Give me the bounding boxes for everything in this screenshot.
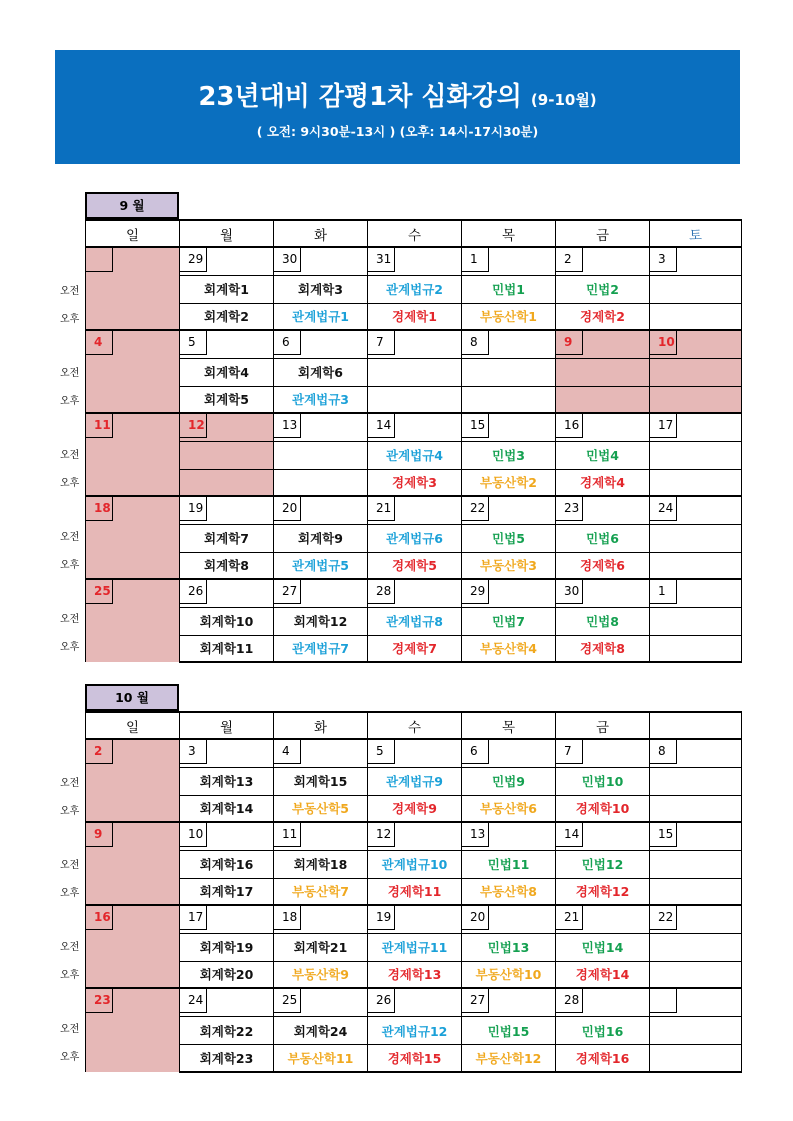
afternoon-lecture: 회계학17 xyxy=(180,878,274,905)
day-number-cell xyxy=(274,413,368,441)
afternoon-lecture: 경제학6 xyxy=(556,552,650,579)
weekday-header: 수 xyxy=(368,712,462,739)
day-number-cell xyxy=(462,905,556,933)
day-number: 5 xyxy=(368,740,395,764)
pm-label: 오후 xyxy=(60,478,80,489)
pm-label: 오후 xyxy=(60,970,80,981)
day-number-cell xyxy=(274,579,368,607)
day-number-cell xyxy=(650,330,742,358)
am-label: 오전 xyxy=(60,532,80,543)
day-number: 1 xyxy=(462,248,489,272)
day-number: 22 xyxy=(462,497,489,521)
day-number-cell xyxy=(462,247,556,275)
day-number: 16 xyxy=(86,906,113,930)
afternoon-lecture: 경제학10 xyxy=(556,795,650,822)
afternoon-lecture xyxy=(368,386,462,413)
morning-lecture: 관계법규4 xyxy=(368,441,462,469)
day-number: 5 xyxy=(180,331,207,355)
am-label: 오전 xyxy=(60,286,80,297)
title-text: 23년대비 감평1차 심화강의 xyxy=(198,82,522,112)
pm-label: 오후 xyxy=(60,314,80,325)
morning-lecture: 관계법규8 xyxy=(368,607,462,635)
weekday-header xyxy=(650,712,742,739)
day-number: 29 xyxy=(462,580,489,604)
morning-lecture: 관계법규10 xyxy=(368,850,462,878)
day-number: 26 xyxy=(368,989,395,1013)
weekday-header: 월 xyxy=(180,712,274,739)
afternoon-lecture: 경제학5 xyxy=(368,552,462,579)
day-number: 6 xyxy=(462,740,489,764)
day-number: 7 xyxy=(368,331,395,355)
day-number-cell xyxy=(556,496,650,524)
day-number-cell xyxy=(180,247,274,275)
afternoon-lecture xyxy=(650,1045,742,1072)
day-number: 7 xyxy=(556,740,583,764)
afternoon-lecture: 관계법규5 xyxy=(274,552,368,579)
day-number-cell xyxy=(650,413,742,441)
day-number: 8 xyxy=(462,331,489,355)
day-number-cell xyxy=(462,413,556,441)
pm-label: 오후 xyxy=(60,642,80,653)
afternoon-lecture xyxy=(650,878,742,905)
afternoon-lecture xyxy=(650,635,742,662)
weekday-header: 금 xyxy=(556,712,650,739)
day-number: 8 xyxy=(650,740,677,764)
day-number: 26 xyxy=(180,580,207,604)
morning-lecture xyxy=(650,441,742,469)
day-number: 14 xyxy=(368,414,395,438)
day-number-cell xyxy=(274,905,368,933)
morning-lecture: 회계학22 xyxy=(180,1017,274,1045)
day-number: 1 xyxy=(650,580,677,604)
day-number-cell xyxy=(274,739,368,767)
day-number: 31 xyxy=(368,248,395,272)
morning-lecture: 회계학6 xyxy=(274,358,368,386)
day-number: 12 xyxy=(368,823,395,847)
morning-lecture xyxy=(650,275,742,303)
afternoon-lecture: 경제학16 xyxy=(556,1045,650,1072)
day-number-cell xyxy=(556,579,650,607)
afternoon-lecture: 부동산학9 xyxy=(274,961,368,988)
afternoon-lecture: 관계법규7 xyxy=(274,635,368,662)
day-number-cell xyxy=(180,579,274,607)
morning-lecture: 관계법규2 xyxy=(368,275,462,303)
page-subtitle: ( 오전: 9시30분-13시 ) (오후: 14시-17시30분) xyxy=(256,124,539,139)
weekday-header: 화 xyxy=(274,712,368,739)
day-number-cell xyxy=(556,905,650,933)
day-number-cell xyxy=(650,739,742,767)
morning-lecture: 민법3 xyxy=(462,441,556,469)
day-number-cell xyxy=(462,822,556,850)
day-number-cell xyxy=(274,330,368,358)
title-suffix: (9-10월) xyxy=(530,91,597,109)
morning-lecture xyxy=(556,358,650,386)
day-number xyxy=(86,248,113,272)
weekday-header: 일 xyxy=(86,220,180,247)
morning-lecture: 회계학3 xyxy=(274,275,368,303)
day-number-cell xyxy=(368,579,462,607)
day-number-cell xyxy=(650,988,742,1017)
day-number: 13 xyxy=(274,414,301,438)
day-number-cell xyxy=(368,739,462,767)
morning-lecture: 민법4 xyxy=(556,441,650,469)
morning-lecture xyxy=(650,933,742,961)
day-number: 23 xyxy=(556,497,583,521)
day-number-cell xyxy=(462,330,556,358)
day-number-cell xyxy=(86,988,180,1072)
day-number: 2 xyxy=(556,248,583,272)
morning-lecture: 관계법규11 xyxy=(368,933,462,961)
day-number-cell xyxy=(180,330,274,358)
day-number: 3 xyxy=(650,248,677,272)
afternoon-lecture xyxy=(650,552,742,579)
day-number: 9 xyxy=(86,823,113,847)
day-number: 29 xyxy=(180,248,207,272)
day-number-cell xyxy=(556,247,650,275)
title-banner xyxy=(55,50,740,164)
day-number-cell xyxy=(368,496,462,524)
afternoon-lecture: 회계학5 xyxy=(180,386,274,413)
am-label: 오전 xyxy=(60,614,80,625)
weekday-header: 토 xyxy=(650,220,742,247)
day-number: 15 xyxy=(650,823,677,847)
afternoon-lecture: 부동산학8 xyxy=(462,878,556,905)
day-number-cell xyxy=(274,822,368,850)
afternoon-lecture: 부동산학3 xyxy=(462,552,556,579)
day-number: 16 xyxy=(556,414,583,438)
weekday-header: 일 xyxy=(86,712,180,739)
day-number-cell xyxy=(86,330,180,413)
afternoon-lecture xyxy=(180,469,274,496)
morning-lecture xyxy=(650,607,742,635)
month-label: 10 월 xyxy=(85,684,179,711)
am-label: 오전 xyxy=(60,778,80,789)
day-number: 14 xyxy=(556,823,583,847)
pm-label: 오후 xyxy=(60,1052,80,1063)
day-number-cell xyxy=(650,496,742,524)
day-number: 4 xyxy=(274,740,301,764)
day-number: 27 xyxy=(462,989,489,1013)
morning-lecture xyxy=(650,524,742,552)
afternoon-lecture: 부동산학4 xyxy=(462,635,556,662)
day-number-cell xyxy=(462,988,556,1017)
weekday-header: 화 xyxy=(274,220,368,247)
month-calendar-table xyxy=(85,219,742,663)
weekday-header: 수 xyxy=(368,220,462,247)
day-number: 22 xyxy=(650,906,677,930)
day-number: 6 xyxy=(274,331,301,355)
afternoon-lecture: 관계법규3 xyxy=(274,386,368,413)
am-label: 오전 xyxy=(60,368,80,379)
am-label: 오전 xyxy=(60,1024,80,1035)
afternoon-lecture: 관계법규1 xyxy=(274,303,368,330)
morning-lecture: 민법13 xyxy=(462,933,556,961)
afternoon-lecture: 회계학8 xyxy=(180,552,274,579)
day-number: 30 xyxy=(556,580,583,604)
day-number xyxy=(650,989,677,1013)
afternoon-lecture: 회계학14 xyxy=(180,795,274,822)
day-number: 23 xyxy=(86,989,113,1013)
day-number: 12 xyxy=(180,414,207,438)
month-calendar-table xyxy=(85,711,742,1073)
afternoon-lecture xyxy=(650,469,742,496)
afternoon-lecture xyxy=(650,386,742,413)
morning-lecture: 회계학24 xyxy=(274,1017,368,1045)
day-number-cell xyxy=(180,739,274,767)
day-number-cell xyxy=(556,413,650,441)
day-number: 9 xyxy=(556,331,583,355)
pm-label: 오후 xyxy=(60,560,80,571)
day-number: 25 xyxy=(86,580,113,604)
day-number-cell xyxy=(650,579,742,607)
afternoon-lecture: 경제학4 xyxy=(556,469,650,496)
pm-label: 오후 xyxy=(60,396,80,407)
afternoon-lecture xyxy=(556,386,650,413)
afternoon-lecture xyxy=(650,303,742,330)
afternoon-lecture xyxy=(462,386,556,413)
day-number: 27 xyxy=(274,580,301,604)
morning-lecture: 회계학4 xyxy=(180,358,274,386)
weekday-header: 금 xyxy=(556,220,650,247)
morning-lecture: 민법15 xyxy=(462,1017,556,1045)
afternoon-lecture: 경제학11 xyxy=(368,878,462,905)
day-number: 20 xyxy=(462,906,489,930)
afternoon-lecture: 부동산학2 xyxy=(462,469,556,496)
am-label: 오전 xyxy=(60,450,80,461)
day-number-cell xyxy=(462,739,556,767)
afternoon-lecture xyxy=(650,961,742,988)
day-number: 13 xyxy=(462,823,489,847)
day-number-cell xyxy=(86,413,180,496)
day-number: 10 xyxy=(180,823,207,847)
morning-lecture xyxy=(650,358,742,386)
day-number-cell xyxy=(180,905,274,933)
afternoon-lecture: 부동산학10 xyxy=(462,961,556,988)
morning-lecture: 회계학16 xyxy=(180,850,274,878)
afternoon-lecture: 경제학7 xyxy=(368,635,462,662)
day-number: 28 xyxy=(556,989,583,1013)
day-number-cell xyxy=(556,988,650,1017)
morning-lecture: 회계학12 xyxy=(274,607,368,635)
day-number: 15 xyxy=(462,414,489,438)
day-number-cell xyxy=(368,905,462,933)
morning-lecture: 회계학15 xyxy=(274,767,368,795)
afternoon-lecture: 회계학11 xyxy=(180,635,274,662)
day-number-cell xyxy=(368,822,462,850)
day-number-cell xyxy=(462,496,556,524)
am-label: 오전 xyxy=(60,942,80,953)
morning-lecture: 민법11 xyxy=(462,850,556,878)
day-number: 24 xyxy=(180,989,207,1013)
day-number: 17 xyxy=(650,414,677,438)
day-number-cell xyxy=(368,330,462,358)
afternoon-lecture xyxy=(274,469,368,496)
morning-lecture: 민법6 xyxy=(556,524,650,552)
afternoon-lecture: 부동산학11 xyxy=(274,1045,368,1072)
day-number: 4 xyxy=(86,331,113,355)
morning-lecture: 회계학13 xyxy=(180,767,274,795)
afternoon-lecture: 회계학23 xyxy=(180,1045,274,1072)
day-number-cell xyxy=(556,822,650,850)
day-number-cell xyxy=(650,905,742,933)
day-number-cell xyxy=(86,739,180,822)
morning-lecture: 민법10 xyxy=(556,767,650,795)
day-number: 18 xyxy=(274,906,301,930)
afternoon-lecture: 회계학20 xyxy=(180,961,274,988)
day-number-cell xyxy=(180,822,274,850)
day-number-cell xyxy=(274,988,368,1017)
day-number-cell xyxy=(368,247,462,275)
pm-label: 오후 xyxy=(60,806,80,817)
day-number-cell xyxy=(86,496,180,579)
afternoon-lecture: 경제학9 xyxy=(368,795,462,822)
afternoon-lecture: 경제학3 xyxy=(368,469,462,496)
day-number-cell xyxy=(650,822,742,850)
weekday-header: 월 xyxy=(180,220,274,247)
afternoon-lecture: 경제학14 xyxy=(556,961,650,988)
afternoon-lecture: 경제학12 xyxy=(556,878,650,905)
morning-lecture xyxy=(180,441,274,469)
day-number: 11 xyxy=(274,823,301,847)
day-number-cell xyxy=(180,988,274,1017)
pm-label: 오후 xyxy=(60,888,80,899)
day-number-cell xyxy=(86,247,180,330)
day-number: 2 xyxy=(86,740,113,764)
morning-lecture: 민법8 xyxy=(556,607,650,635)
morning-lecture: 민법9 xyxy=(462,767,556,795)
day-number-cell xyxy=(462,579,556,607)
afternoon-lecture: 경제학13 xyxy=(368,961,462,988)
day-number-cell xyxy=(368,988,462,1017)
afternoon-lecture: 부동산학5 xyxy=(274,795,368,822)
morning-lecture: 민법2 xyxy=(556,275,650,303)
day-number: 18 xyxy=(86,497,113,521)
morning-lecture: 회계학18 xyxy=(274,850,368,878)
day-number-cell xyxy=(86,579,180,662)
day-number: 30 xyxy=(274,248,301,272)
day-number: 28 xyxy=(368,580,395,604)
weekday-header: 목 xyxy=(462,712,556,739)
day-number-cell xyxy=(86,905,180,988)
afternoon-lecture: 경제학2 xyxy=(556,303,650,330)
morning-lecture: 회계학10 xyxy=(180,607,274,635)
afternoon-lecture: 부동산학6 xyxy=(462,795,556,822)
morning-lecture: 민법5 xyxy=(462,524,556,552)
morning-lecture: 민법14 xyxy=(556,933,650,961)
day-number: 20 xyxy=(274,497,301,521)
morning-lecture: 회계학21 xyxy=(274,933,368,961)
day-number-cell xyxy=(180,413,274,441)
morning-lecture xyxy=(274,441,368,469)
morning-lecture: 관계법규12 xyxy=(368,1017,462,1045)
day-number-cell xyxy=(180,496,274,524)
day-number: 24 xyxy=(650,497,677,521)
afternoon-lecture: 부동산학1 xyxy=(462,303,556,330)
day-number-cell xyxy=(556,330,650,358)
afternoon-lecture: 부동산학7 xyxy=(274,878,368,905)
day-number: 19 xyxy=(368,906,395,930)
day-number-cell xyxy=(556,739,650,767)
day-number: 21 xyxy=(556,906,583,930)
day-number-cell xyxy=(86,822,180,905)
morning-lecture xyxy=(650,1017,742,1045)
weekday-header: 목 xyxy=(462,220,556,247)
morning-lecture: 민법16 xyxy=(556,1017,650,1045)
day-number-cell xyxy=(650,247,742,275)
afternoon-lecture: 경제학1 xyxy=(368,303,462,330)
day-number-cell xyxy=(274,496,368,524)
day-number: 21 xyxy=(368,497,395,521)
afternoon-lecture: 경제학15 xyxy=(368,1045,462,1072)
morning-lecture xyxy=(462,358,556,386)
morning-lecture: 민법12 xyxy=(556,850,650,878)
am-label: 오전 xyxy=(60,860,80,871)
afternoon-lecture xyxy=(650,795,742,822)
day-number: 17 xyxy=(180,906,207,930)
morning-lecture: 민법7 xyxy=(462,607,556,635)
day-number: 3 xyxy=(180,740,207,764)
day-number: 19 xyxy=(180,497,207,521)
morning-lecture: 관계법규6 xyxy=(368,524,462,552)
day-number: 25 xyxy=(274,989,301,1013)
afternoon-lecture: 부동산학12 xyxy=(462,1045,556,1072)
morning-lecture: 민법1 xyxy=(462,275,556,303)
morning-lecture xyxy=(650,767,742,795)
afternoon-lecture: 회계학2 xyxy=(180,303,274,330)
morning-lecture xyxy=(368,358,462,386)
month-label: 9 월 xyxy=(85,192,179,219)
morning-lecture xyxy=(650,850,742,878)
day-number: 11 xyxy=(86,414,113,438)
page-title xyxy=(55,76,740,113)
morning-lecture: 회계학7 xyxy=(180,524,274,552)
afternoon-lecture: 경제학8 xyxy=(556,635,650,662)
morning-lecture: 회계학19 xyxy=(180,933,274,961)
morning-lecture: 관계법규9 xyxy=(368,767,462,795)
day-number: 10 xyxy=(650,331,677,355)
day-number-cell xyxy=(274,247,368,275)
day-number-cell xyxy=(368,413,462,441)
morning-lecture: 회계학1 xyxy=(180,275,274,303)
morning-lecture: 회계학9 xyxy=(274,524,368,552)
